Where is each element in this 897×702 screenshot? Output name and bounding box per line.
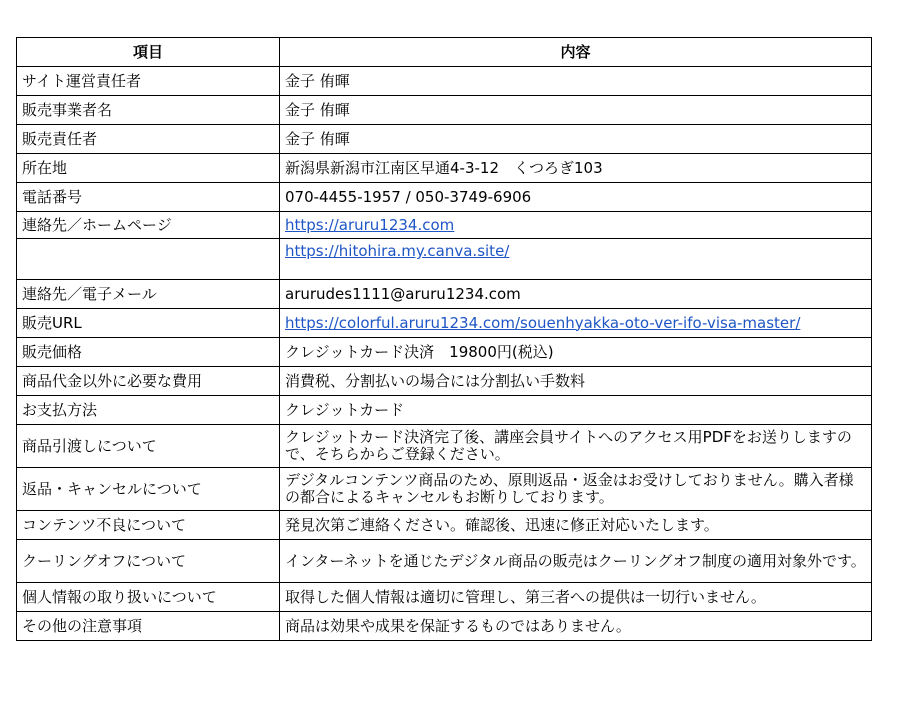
row-label: その他の注意事項 bbox=[17, 612, 280, 641]
table-row bbox=[17, 396, 872, 425]
row-value: 070-4455-1957 / 050-3749-6906 bbox=[280, 183, 872, 212]
table-row bbox=[17, 239, 872, 280]
table-row bbox=[17, 96, 872, 125]
table-row bbox=[17, 425, 872, 468]
row-label: 個人情報の取り扱いについて bbox=[17, 583, 280, 612]
row-value bbox=[280, 239, 872, 280]
row-label: 商品代金以外に必要な費用 bbox=[17, 367, 280, 396]
table-row bbox=[17, 612, 872, 641]
row-label: 販売URL bbox=[17, 309, 280, 338]
row-value: クレジットカード決済完了後、講座会員サイトへのアクセス用PDFをお送りしますので、そちらからご登録ください。 bbox=[280, 425, 872, 468]
table-row bbox=[17, 511, 872, 540]
row-label: 連絡先／電子メール bbox=[17, 280, 280, 309]
row-label: コンテンツ不良について bbox=[17, 511, 280, 540]
header-item: 項目 bbox=[17, 38, 280, 67]
row-value: 発見次第ご連絡ください。確認後、迅速に修正対応いたします。 bbox=[280, 511, 872, 540]
row-value bbox=[280, 309, 872, 338]
table-row bbox=[17, 367, 872, 396]
row-label: 連絡先／ホームページ bbox=[17, 212, 280, 239]
row-label: 販売価格 bbox=[17, 338, 280, 367]
table-header-row bbox=[17, 38, 872, 67]
row-value: デジタルコンテンツ商品のため、原則返品・返金はお受けしておりません。購入者様の都合によるキャンセルもお断りしております。 bbox=[280, 468, 872, 511]
table-row bbox=[17, 338, 872, 367]
row-label: 販売責任者 bbox=[17, 125, 280, 154]
row-value: 金子 侑暉 bbox=[280, 96, 872, 125]
row-label: クーリングオフについて bbox=[17, 540, 280, 583]
table-row bbox=[17, 154, 872, 183]
row-value: 金子 侑暉 bbox=[280, 67, 872, 96]
row-label bbox=[17, 239, 280, 280]
table-row bbox=[17, 468, 872, 511]
table-row bbox=[17, 125, 872, 154]
row-value: クレジットカード決済 19800円(税込) bbox=[280, 338, 872, 367]
row-value: 取得した個人情報は適切に管理し、第三者への提供は一切行いません。 bbox=[280, 583, 872, 612]
row-value: クレジットカード bbox=[280, 396, 872, 425]
row-label: 電話番号 bbox=[17, 183, 280, 212]
legal-notice-table bbox=[16, 37, 872, 641]
table-row bbox=[17, 280, 872, 309]
row-value bbox=[280, 212, 872, 239]
table-row bbox=[17, 540, 872, 583]
canva-site-link[interactable]: https://hitohira.my.canva.site/ bbox=[285, 242, 510, 260]
homepage-link[interactable]: https://aruru1234.com bbox=[285, 215, 455, 234]
table-row bbox=[17, 583, 872, 612]
row-value: 消費税、分割払いの場合には分割払い手数料 bbox=[280, 367, 872, 396]
table-row bbox=[17, 309, 872, 338]
header-content: 内容 bbox=[280, 38, 872, 67]
row-label: お支払方法 bbox=[17, 396, 280, 425]
sales-url-link[interactable]: https://colorful.aruru1234.com/souenhyakka-oto-ver-ifo-visa-master/ bbox=[285, 313, 801, 332]
row-value: arurudes1111@aruru1234.com bbox=[280, 280, 872, 309]
row-value: 新潟県新潟市江南区早通4-3-12 くつろぎ103 bbox=[280, 154, 872, 183]
row-label: サイト運営責任者 bbox=[17, 67, 280, 96]
row-label: 商品引渡しについて bbox=[17, 425, 280, 468]
row-label: 所在地 bbox=[17, 154, 280, 183]
table-row bbox=[17, 212, 872, 239]
row-label: 販売事業者名 bbox=[17, 96, 280, 125]
row-value: 商品は効果や成果を保証するものではありません。 bbox=[280, 612, 872, 641]
table-row bbox=[17, 183, 872, 212]
table-row bbox=[17, 67, 872, 96]
row-value: 金子 侑暉 bbox=[280, 125, 872, 154]
row-label: 返品・キャンセルについて bbox=[17, 468, 280, 511]
row-value: インターネットを通じたデジタル商品の販売はクーリングオフ制度の適用対象外です。 bbox=[280, 540, 872, 583]
